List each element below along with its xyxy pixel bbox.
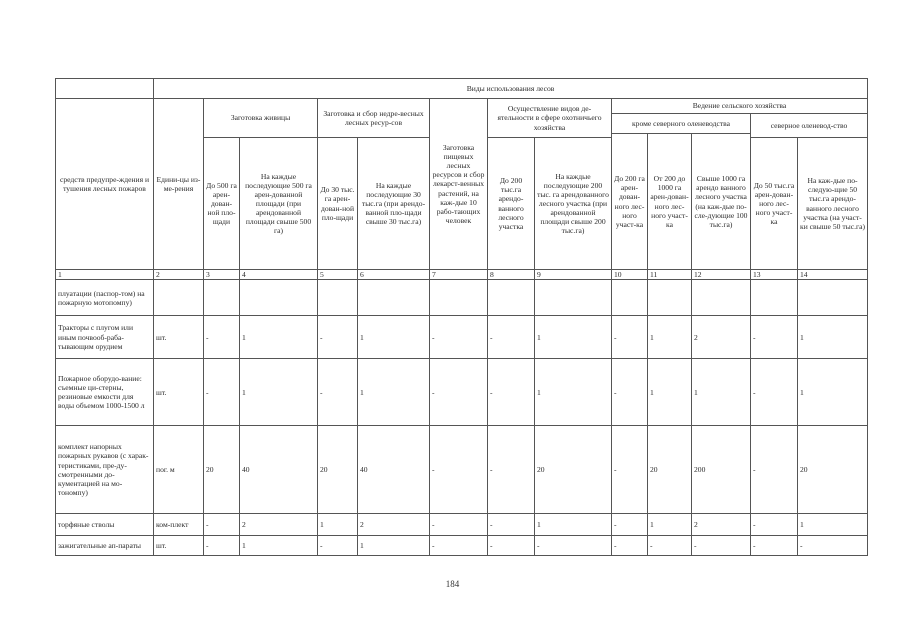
row-name-cell: Пожарное оборудо-вание: съемные ци-стерны, резиновые емкости для воды объемом 1000-1500 л	[56, 359, 154, 426]
value-cell: 20	[318, 426, 358, 514]
row-unit-cell: шт.	[154, 316, 204, 359]
value-cell: 20	[798, 426, 868, 514]
column-number: 11	[648, 270, 692, 280]
food-resources-header: Заготовка пищевых лесных ресурсов и сбор лекарст-венных растений, на каж-дые 10 рабо-тающих человек	[430, 99, 488, 270]
value-cell	[488, 280, 535, 316]
value-cell: -	[318, 536, 358, 556]
value-cell: -	[488, 514, 535, 536]
sub-header-cell-c3: До 500 га арен-дован-ной пло-щади	[204, 138, 240, 270]
column-number-row	[56, 270, 868, 280]
value-cell: -	[751, 536, 798, 556]
column-number: 1	[56, 270, 154, 280]
resin-group-header: Заготовка живицы	[204, 99, 318, 138]
row-name-cell: комплект напорных пожарных рукавов (с харак-теристиками, пре-ду-смотренными до-кументацией на мо-тономпу)	[56, 426, 154, 514]
row-unit-cell: шт.	[154, 359, 204, 426]
row-unit-cell	[154, 280, 204, 316]
value-cell	[612, 280, 648, 316]
value-cell: 1	[240, 536, 318, 556]
value-cell: -	[535, 536, 612, 556]
column-number: 7	[430, 270, 488, 280]
value-cell: 1	[535, 316, 612, 359]
value-cell	[648, 280, 692, 316]
value-cell	[430, 280, 488, 316]
table-row	[56, 426, 868, 514]
value-cell: 2	[240, 514, 318, 536]
row-name-cell: плуатации (паспор-том) на пожарную мотопомпу)	[56, 280, 154, 316]
value-cell: -	[318, 316, 358, 359]
sub-header-cell-c13: До 50 тыс.га арен-дован-ного лес-ного участ-ка	[751, 138, 798, 270]
sub-header-cell-c8: До 200 тыс.га арендо-ванного лесного участка	[488, 138, 535, 270]
value-cell: -	[430, 359, 488, 426]
value-cell: -	[648, 536, 692, 556]
value-cell: -	[798, 536, 868, 556]
value-cell: -	[430, 316, 488, 359]
value-cell: -	[612, 359, 648, 426]
value-cell: -	[430, 514, 488, 536]
value-cell	[240, 280, 318, 316]
column-number: 3	[204, 270, 240, 280]
row-unit-cell: пог. м	[154, 426, 204, 514]
value-cell: -	[430, 536, 488, 556]
value-cell: -	[204, 316, 240, 359]
hunting-group-header: Осуществление видов де-ятельности в сфере охотничьего хозяйства	[488, 99, 612, 138]
agriculture-group-header: Ведение сельского хозяйства	[612, 99, 868, 114]
column-number: 6	[358, 270, 430, 280]
value-cell: -	[488, 426, 535, 514]
value-cell: 1	[318, 514, 358, 536]
value-cell: -	[692, 536, 751, 556]
value-cell: 1	[535, 514, 612, 536]
sub-header-cell-c12: Свыше 1000 га арендо ванного лесного участка (на каж-дые по-сле-дующие 100 тыс.га)	[692, 134, 751, 270]
table-row	[56, 359, 868, 426]
column-number: 9	[535, 270, 612, 280]
column-number: 2	[154, 270, 204, 280]
value-cell	[692, 280, 751, 316]
value-cell: 2	[692, 514, 751, 536]
row-name-cell: Тракторы с плугом или иным почвооб-раба-тывающим орудием	[56, 316, 154, 359]
table-row	[56, 316, 868, 359]
value-cell: 1	[535, 359, 612, 426]
except-north-header: кроме северного оленеводства	[612, 114, 751, 134]
sub-header-cell-c5: До 30 тыс. га арен-дован-ной пло-щади	[318, 138, 358, 270]
row-name-cell: зажигательные ап-параты	[56, 536, 154, 556]
forest-use-types-header: Виды использования лесов	[154, 79, 868, 99]
table-row	[56, 280, 868, 316]
value-cell: 2	[692, 316, 751, 359]
sub-header-cell-c9: На каждые последующие 200 тыс. га арендованного лесного участка (при арендованной площади свыше 200 тыс.га)	[535, 138, 612, 270]
value-cell: -	[751, 316, 798, 359]
value-cell: 1	[358, 359, 430, 426]
value-cell: 1	[358, 536, 430, 556]
forest-fire-equipment-table	[55, 78, 868, 556]
value-cell: -	[318, 359, 358, 426]
column-number: 12	[692, 270, 751, 280]
table-body	[56, 280, 868, 556]
value-cell: -	[612, 426, 648, 514]
table-row	[56, 536, 868, 556]
value-cell: 1	[798, 359, 868, 426]
value-cell	[798, 280, 868, 316]
means-column-header: средств предупре-ждения и тушения лесных пожаров	[56, 99, 154, 270]
column-number: 13	[751, 270, 798, 280]
value-cell: 1	[240, 316, 318, 359]
units-column-header: Едини-цы из-ме-рения	[154, 99, 204, 270]
sub-header-cell-c10: До 200 га арен-дован-ного лес-ного участ-ка	[612, 134, 648, 270]
value-cell: 20	[648, 426, 692, 514]
value-cell: 40	[358, 426, 430, 514]
value-cell: -	[204, 536, 240, 556]
row-unit-cell: шт.	[154, 536, 204, 556]
value-cell: -	[204, 359, 240, 426]
header-corner-cell	[56, 79, 154, 99]
column-number: 8	[488, 270, 535, 280]
sub-header-cell-c6: На каждые последующие 30 тыс.га (при арендо-ванной пло-щади свыше 30 тыс.га)	[358, 138, 430, 270]
value-cell: -	[612, 316, 648, 359]
value-cell: 20	[204, 426, 240, 514]
value-cell: 1	[240, 359, 318, 426]
value-cell: -	[751, 426, 798, 514]
value-cell: 1	[798, 514, 868, 536]
value-cell: 1	[648, 514, 692, 536]
value-cell: -	[612, 536, 648, 556]
non-timber-group-header: Заготовка и сбор недре-весных лесных ресур-сов	[318, 99, 430, 138]
page-number: 184	[445, 579, 460, 589]
value-cell: 1	[358, 316, 430, 359]
column-number: 4	[240, 270, 318, 280]
value-cell: -	[488, 536, 535, 556]
value-cell: 1	[692, 359, 751, 426]
column-number: 10	[612, 270, 648, 280]
value-cell: -	[612, 514, 648, 536]
value-cell: -	[488, 359, 535, 426]
north-reindeer-header: северное оленевод-ство	[751, 114, 868, 138]
value-cell: 1	[798, 316, 868, 359]
sub-header-cell-c4: На каждые последующие 500 га арен-дованной площади (при арендованной площади свыше 500 га)	[240, 138, 318, 270]
value-cell: -	[488, 316, 535, 359]
value-cell: 1	[648, 316, 692, 359]
row-unit-cell: ком-плект	[154, 514, 204, 536]
value-cell	[358, 280, 430, 316]
value-cell	[318, 280, 358, 316]
sub-header-cell-c11: От 200 до 1000 га арен-дован-ного лес-ного участ-ка	[648, 134, 692, 270]
value-cell	[535, 280, 612, 316]
value-cell: -	[751, 359, 798, 426]
row-name-cell: торфяные стволы	[56, 514, 154, 536]
column-number: 14	[798, 270, 868, 280]
value-cell: 2	[358, 514, 430, 536]
column-number: 5	[318, 270, 358, 280]
sub-header-cell-c14: На каж-дые по-следую-щие 50 тыс.га арендо-ванного лесного участка (на участ-ки свыше 50 тыс.га)	[798, 138, 868, 270]
table-row	[56, 514, 868, 536]
value-cell: 40	[240, 426, 318, 514]
value-cell: -	[204, 514, 240, 536]
value-cell: 1	[648, 359, 692, 426]
value-cell: 20	[535, 426, 612, 514]
value-cell	[751, 280, 798, 316]
value-cell: 200	[692, 426, 751, 514]
value-cell	[204, 280, 240, 316]
value-cell: -	[430, 426, 488, 514]
value-cell: -	[751, 514, 798, 536]
